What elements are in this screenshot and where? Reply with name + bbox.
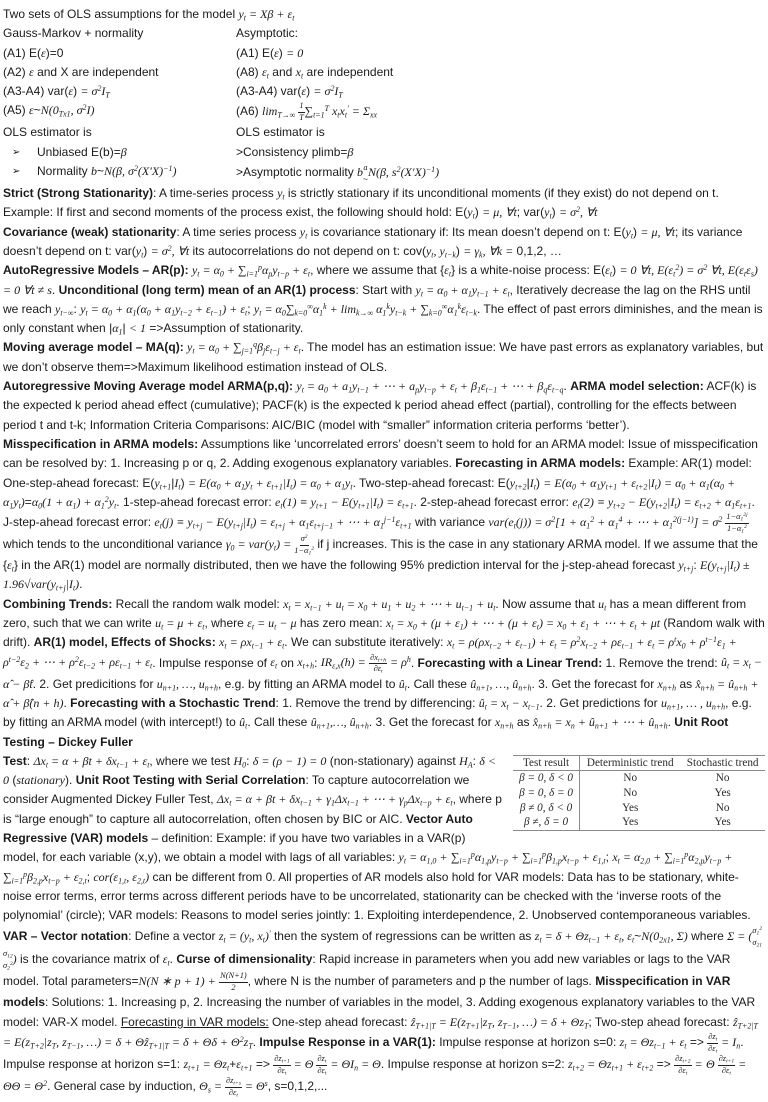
table-cell: No <box>715 772 730 785</box>
assumption-line: (A6) $\lim_{T\to\infty}$ $\frac{1}{T}$ $\sum_{t=1}^T$ $x_tx_t' = \Sigma_{xx}$ <box>236 101 378 122</box>
table-cell: No <box>623 786 638 799</box>
paragraph-text: Test: $\Delta x_t = \alpha + \beta t + \delta x_{t-1} + \varepsilon_t$, where we test $H_0$: δ = (ρ − 1) = 0 (non-stationary) against $H_A$: δ < 0 (stationary). Unit Root Testing with Serial Correlation: To capture autocorrelation we consider Augmented Dickey Fuller Test, $\Delta x_t = \alpha + \beta t + \delta x_{t-1} + \gamma_1\Delta x_{t-1}$ + ⋯ + $\gamma_p\Delta x_{t-p} + \varepsilon_t$, where p is “large enough” to capture all autocorrelation, often chosen by BIC or AIC. Vector Auto Regressive (VAR) models – definition: Example: if you have two variables in a VAR(p) model, for each variable (x,y), we obtain a model with lags of all variables: $y_t = \alpha_{1,0} + \sum_{i=1}^p\alpha_{1,p}y_{t-p} + \sum_{i=1}^p\beta_{1,p}x_{t-p} + \varepsilon_{1,t}$; $x_t = \alpha_{2,0} + \sum_{i=1}^p\alpha_{2,p}y_{t-p} + \sum_{i=1}^p\beta_{2,p}x_{t-p} + \varepsilon_{2,t}$; $cor(\varepsilon_{1,t}$, $\varepsilon_{2,t}$) can be different from 0. All properties of AR models also hold for VAR models: Data has to be stationary, white-noise error terms, error terms across different periods have to be uncorrelated, stationarity can be checked with the ‘inverse roots of the polynomial’ (circle); VAR models: Reasons to model series jointly: 1. Exploiting interdependence, 2. Unobserved contemporaneous variables. VAR – Vector notation: Define a vector $z_t = (y_t$, $x_t)'$ then the system of regressions can be written as $z_t = \delta + \Theta z_{t-1} + \varepsilon_t$, $\varepsilon_t\sim N(0_{2x1}$, Σ) where Σ = ( $\sigma_1^2$ $\sigma_{21}$ $\sigma_{12}$ $\sigma_2^2$ ) is the covariance matrix of $\varepsilon_t$. Curse of dimensionality: Rapid increase in parameters when you add new variables or lags to the VAR model. Total parameters=N(N ∗ p + 1) + $\frac{N(N+1)}{2}$ , where N is the number of parameters and p the number of lags. Misspecification in VAR models: Solutions: 1. Increasing p, 2. Increasing the number of variables in the model, 3. Adding exogenous explanatory variables to the VAR model: VAR-X model. Forecasting in VAR models: One-step ahead forecast: ẑ$_{T+1|T}$ = $E(z_{T+1}|z_T$, $z_{T-1}$, …) = $\delta + \Theta z_T$; Two-step ahead forecast: ẑ$_{T+2|T}$ = $E(z_{T+2}|z_T$, $z_{T-1}$, …) = δ + Θẑ$_{T+1|T}$ = $\delta + \Theta\delta + \Theta^2z_T$. Impulse Response in a VAR(1): Impulse response at horizon s=0: $z_t = \Theta z_{t-1} + \varepsilon_t$ => $\frac{\partial z_t}{\partial\varepsilon_t}$ = $I_n$. Impulse response at horizon s=1: $z_{t+1} = \Theta z_t+\varepsilon_{t+1}$ => $\frac{\partial z_{t+1}}{\partial\varepsilon_t}$ = Θ $\frac{\partial z_t}{\partial\varepsilon_t}$ = $\Theta I_n = \Theta$. Impulse response at horizon s=2: $z_{t+2} = \Theta z_{t+1} + \varepsilon_{t+2}$ => $\frac{\partial z_{t+2}}{\partial\varepsilon_t}$ = Θ $\frac{\partial z_{t+1}}{\partial\varepsilon_t}$ = $\Theta\Theta = \Theta^2$. General case by induction, $\Theta_s$ = $\frac{\partial z_{t+s}}{\partial\varepsilon_t}$ = $\Theta^s$, s=0,1,2,... <box>3 753 763 1099</box>
paragraph <box>3 377 765 435</box>
assumption-line: (A3-A4) $var(\varepsilon) = \sigma^2I_T$ <box>3 84 110 100</box>
assumptions-columns <box>3 24 765 184</box>
table-cell: β ≠, δ = 0 <box>513 815 580 830</box>
table-header-cell: Test result <box>513 755 580 771</box>
paragraph-text: Autoregressive Moving Average model ARMA(p,q): $y_t = a_0 + a_1y_{t-1}$ + ⋯ + $a_py_{t-p} + \varepsilon_t + \beta_1\varepsilon_{t-1}$ + ⋯ + $\beta_q\varepsilon_{t-q}$. ARMA model selection: ACF(k) is the expected k period ahead effect (cumulative); PACF(k) is the expected k period ahead effect (partial), controlling for the effects between period t and t-k; Information Criteria Comparisons: AIC/BIC (model with “smaller” information criteria performs ‘better’). <box>3 379 757 432</box>
assumption-line <box>3 162 236 184</box>
document-page <box>3 5 765 1098</box>
arrow-bullet-icon: ➢ <box>12 166 21 178</box>
paragraph-text: Moving average model – MA(q): $y_t = \alpha_0 + \sum_{j=1}^q\beta_j\varepsilon_{t-j} + \varepsilon_t$. The model has an estimation issue: We have past errors as explanatory variables, but we don’t observe them=>Maximum likelihood estimation instead of OLS. <box>3 340 764 374</box>
paragraph <box>3 184 765 223</box>
paragraph <box>3 223 765 262</box>
paragraph-text: Combining Trends: Recall the random walk model: $x_t = x_{t-1} + u_t = x_0 + u_1 + u_2$ + ⋯ + $u_{t-1} + u_t$. Now assume that $u_t$ has a mean different from zero, such that we can write $u_t = \mu + \varepsilon_t$, where $\varepsilon_t = u_t - \mu$ has zero mean: $x_t = x_0 + (\mu + \varepsilon_1)$ + ⋯ + $(\mu + \varepsilon_t) = x_0 + \varepsilon_1$ + ⋯ + $\varepsilon_t + \mu t$ (Random walk with drift). AR(1) model, Effects of Shocks: $x_t = \rho x_{t-1} + \varepsilon_t$. We can substitute iteratively: $x_t = \rho(\rho x_{t-2} + \varepsilon_{t-1}) + \varepsilon_t = \rho^2x_{t-2} + \rho\varepsilon_{t-1} + \varepsilon_t = \rho^tx_0 + \rho^{t-1}\varepsilon_1 + \rho^{t-2}\varepsilon_2$ + ⋯ + $\rho^2\varepsilon_{t-2} + \rho\varepsilon_{t-1} + \varepsilon_t$. Impulse response of $\varepsilon_t$ on $x_{t+h}$: $IR_{\varepsilon,x}(h)$ = $\frac{\partial x_{t+h}}{\partial\varepsilon_t}$ = $\rho^h$. Forecasting with a Linear Trend: 1. Remove the trend: $û_t = x_t$ − α̂ − β̂t. 2. Get predicitions for $u_{n+1}$, …, $u_{n+h}$, e.g. by fitting an ARMA model to $û_t$. Call these $û_{n+1}$, …, $û_{n+h}$. 3. Get the forecast for $x_{n+h}$ as $x̂_{n+h}$ = $û_{n+h}$ + α̂ + β̂(n + h). Forecasting with a Stochastic Trend: 1. Remove the trend by differencing: $û_t = x_t - x_{t-1}$. 2. Get predictions for $u_{n+1}$, … , $u_{n+h}$, e.g. by fitting an ARMA model (with intercept!) to $û_t$. Call these $û_{n+1},\dots$, $û_{n+h}$. 3. Get the forecast for $x_{n+h}$ as $x̂_{n+h} = x_n$ + $û_{n+1}$ + ⋯ + $û_{n+h}$. Unit Root Testing – Dickey Fuller <box>3 596 765 749</box>
paragraph <box>3 752 765 1098</box>
table-cell: Yes <box>680 815 765 830</box>
table-header-cell: Deterministic trend <box>580 755 681 771</box>
assumption-line: (A1) E(ε) = 0 <box>236 45 304 60</box>
assumption-line: >Asymptotic normality b a ~ N(β, $s^2(X'X)^{-1}$) <box>236 163 440 184</box>
paragraph-text: Covariance (weak) stationarity: A time series process $y_t$ is covariance stationary if: Its mean doesn’t depend on t: $E(y_t) = \mu$, ∀t; its variance doesn’t depend on t: $var(y_t) = \sigma^2$, ∀t its autocorrelations do not depend on t: $cov(y_t$, $y_{t-k}) = \gamma_k$, ∀k = 0,1,2, … <box>3 224 743 260</box>
table-row <box>513 815 765 830</box>
table-cell: No <box>623 772 638 785</box>
table-cell: Yes <box>622 801 639 814</box>
assumption-text: Normality b~N(β, $\sigma^2(X'X)^{-1}$) <box>37 163 177 179</box>
arrow-bullet-icon: ➢ <box>12 146 21 158</box>
table-cell: β = 0, δ < 0 <box>513 771 580 786</box>
paragraphs-container <box>3 184 765 1098</box>
table-cell: No <box>715 801 730 814</box>
paragraph <box>3 338 765 377</box>
paragraph-text: Strict (Strong Stationarity): A time-series process $y_t$ is strictly stationary if its unconditional moments (if they exist) do not depend on t. Example: If first and second moments of the process exist, the following should hold: $E(y_t) = \mu$, ∀t; $var(y_t) = \sigma^2$, ∀t <box>3 186 719 221</box>
table-row <box>513 786 765 801</box>
assumption-line: Asymptotic: <box>236 26 299 41</box>
paragraph <box>3 261 765 338</box>
assumption-line: (A1) E(ε)=0 <box>3 45 64 60</box>
table-cell: Yes <box>580 815 681 830</box>
table-row <box>513 801 765 816</box>
paragraph-text: AutoRegressive Models – AR(p): $y_t = \alpha_0 + \sum_{i=1}^p\alpha_py_{t-p} + \varepsilon_t$, where we assume that $\{\varepsilon_t\}$ is a white-noise process: $E(\varepsilon_t) = 0$ ∀t, $E(\varepsilon_t^2) = \sigma^2$ ∀t, $E(\varepsilon_t\varepsilon_s) = 0$ ∀t ≠ s. Unconditional (long term) mean of an AR(1) process: Start with $y_t = \alpha_0 + \alpha_1y_{t-1} + \varepsilon_t$, Iteratively decrease the lag on the RHS until we reach $y_{t-\infty}$: $y_t = \alpha_0 + \alpha_1(\alpha_0 + \alpha_1y_{t-2} + \varepsilon_{t-1}) + \varepsilon_t$; $y_t = \alpha_0\sum_{k=0}^\infty\alpha_1^k + \lim_{k\to\infty} \alpha_1^ky_{t-k} + \sum_{k=0}^\infty\alpha_1^k\varepsilon_{t-k}$. The effect of past errors diminishes, and the mean is only constant when $|\alpha_1| < 1$ =>Assumption of stationarity. <box>3 263 763 337</box>
assumption-line: (A3-A4) $var(\varepsilon) = \sigma^2I_T$ <box>236 84 343 100</box>
assumption-line: Gauss-Markov + normality <box>3 26 144 41</box>
assumption-line: >Consistency plimb=β <box>236 144 354 159</box>
intro-line: Two sets of OLS assumptions for the model $y_t = X\beta + \varepsilon_t$ <box>3 7 295 23</box>
assumption-text: Unbiased E(b)=β <box>37 144 127 159</box>
table-header-cell: Stochastic trend <box>680 755 765 771</box>
table-cell: β ≠ 0, δ < 0 <box>513 801 580 816</box>
assumption-line: OLS estimator is <box>3 125 92 140</box>
assumption-line: (A5) $\varepsilon\sim N(0_{Tx1}$, $\sigma^2I$) <box>3 103 95 119</box>
table-cell: Yes <box>714 786 731 799</box>
table-row <box>513 771 765 786</box>
table-cell: β = 0, δ = 0 <box>513 786 580 801</box>
assumption-line: OLS estimator is <box>236 125 325 140</box>
assumption-line <box>3 143 236 162</box>
paragraph <box>3 595 765 752</box>
paragraph <box>3 435 765 595</box>
paragraph-text: Misspecification in ARMA models: Assumptions like ‘uncorrelated errors’ doesn’t seem to hold for an ARMA model: Issue of misspecification can be resolved by: 1. Increasing p or q, 2. Adding exogenous explanatory variables. Forecasting in ARMA models: Example: AR(1) model: One-step-ahead forecast: $E(y_{t+1}|I_t) = E(\alpha_0 + \alpha_1y_t + \varepsilon_{t+1}|I_t) = \alpha_0 + \alpha_1y_t$. Two-step-ahead forecast: $E(y_{t+2}|I_t) = E(\alpha_0 + \alpha_1y_{t+1} + \varepsilon_{t+2}|I_t) = \alpha_0 + \alpha_1(\alpha_0 + \alpha_1y_t)=\alpha_0(1 + \alpha_1) + \alpha_1^2y_t$. 1-step-ahead forecast error: $e_t(1) \equiv y_{t+1} - E(y_{t+1}|I_t) = \varepsilon_{t+1}$. 2-step-ahead forecast error: $e_t(2) \equiv y_{t+2} - E(y_{t+2}|I_t) = \varepsilon_{t+2} + \alpha_1\varepsilon_{t+1}$. J-step-ahead forecast error: $e_t(j) \equiv y_{t+j} - E(y_{t+j}|I_t) = \varepsilon_{t+j} + \alpha_1\varepsilon_{t+j-1}$ + ⋯ + $\alpha_1^{j-1}\varepsilon_{t+1}$ with variance $var(e_t(j)) = \sigma^2[1 + \alpha_1^2 + \alpha_1^4$ + ⋯ + $\alpha_1^{2(j-1)}] = \sigma^2$ $\frac{1-\alpha_1^{2j}}{1-\alpha_1^2}$ which tends to the unconditional variance $\gamma_0 = var(y_t)$ = $\frac{\sigma^2}{1-\alpha_1^2}$ if j increases. This is the case in any stationary ARMA model. If we assume that the $\{\varepsilon_t\}$ in the AR(1) model are normally distributed, then we have the following 95% prediction interval for the j-step-ahead forecast $y_{t+j}$: $E(y_{t+j}|I_t) \pm 1.96√var(y_{t+j}|I_t)$. <box>3 436 758 593</box>
dickey-fuller-table <box>513 755 765 831</box>
assumption-line: (A8) $\varepsilon_t$ and $x_t$ are independent <box>236 64 394 81</box>
assumption-line: (A2) ε and X are independent <box>3 64 159 79</box>
